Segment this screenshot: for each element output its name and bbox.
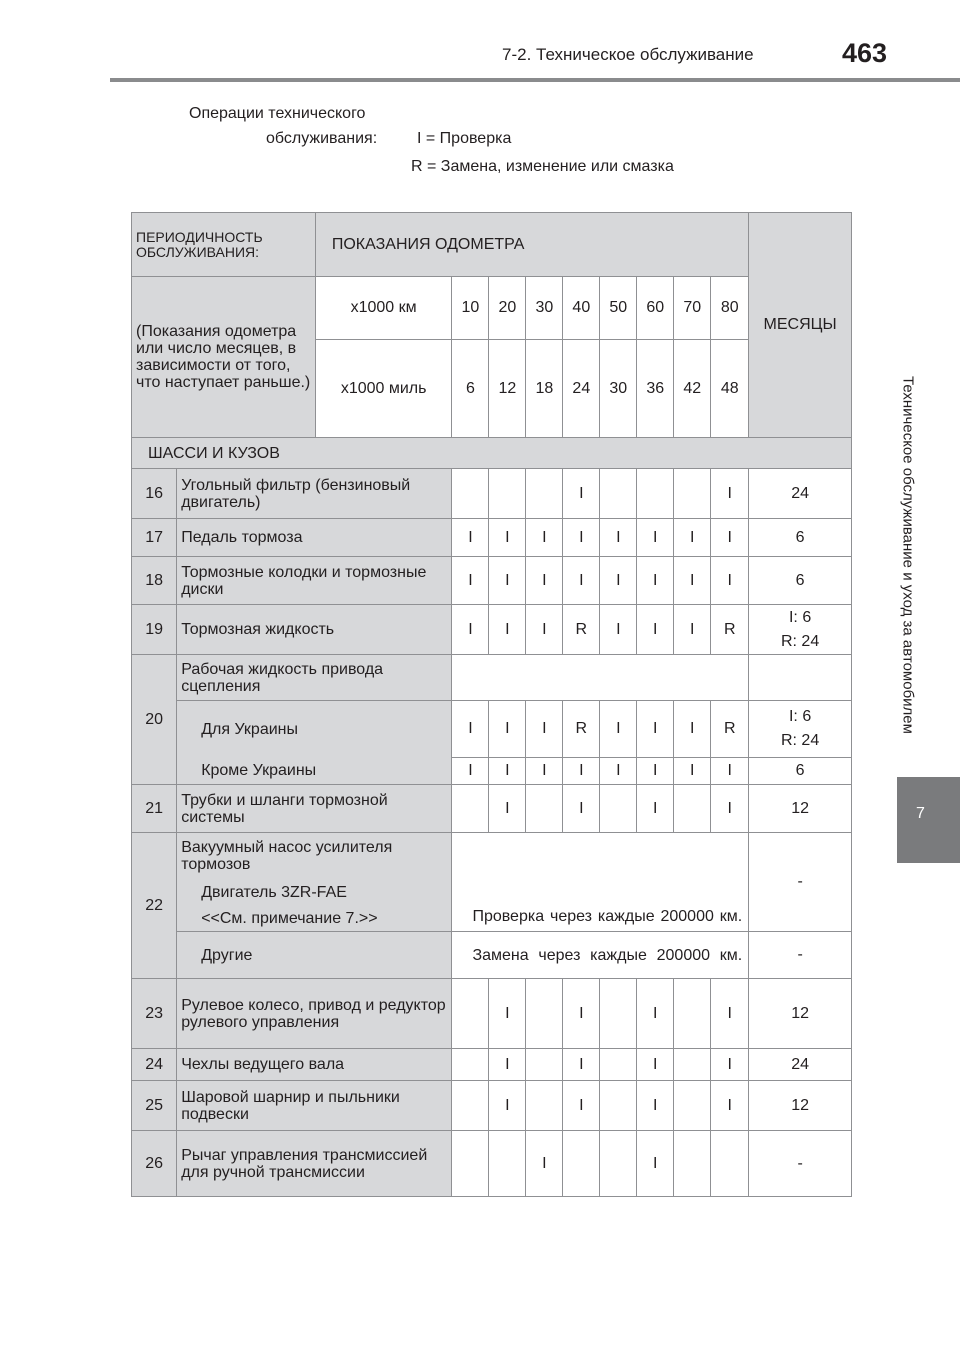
- cell: [526, 979, 563, 1049]
- table-row: [132, 557, 852, 605]
- cell: I: [711, 469, 749, 519]
- mile-value: 12: [489, 340, 526, 438]
- mile-value: 48: [711, 340, 749, 438]
- cell: I: [711, 557, 749, 605]
- cell: I: [711, 1081, 749, 1131]
- row-number: 26: [132, 1131, 177, 1197]
- cell: I: [600, 605, 637, 655]
- mile-value: 18: [526, 340, 563, 438]
- cell: [526, 785, 563, 833]
- page-number: 463: [842, 38, 888, 68]
- cell: [674, 1049, 711, 1081]
- km-value: 50: [600, 277, 637, 340]
- table-row: [132, 785, 852, 833]
- cell: I: [452, 557, 489, 605]
- months-replace: R: 24: [780, 732, 820, 749]
- cell: [711, 1131, 749, 1197]
- cell: I: [489, 785, 526, 833]
- cell: [674, 979, 711, 1049]
- row-item: Чехлы ведущего вала: [177, 1049, 452, 1081]
- odometer-header: ПОКАЗАНИЯ ОДОМЕТРА: [315, 213, 748, 277]
- cell: I: [526, 519, 563, 557]
- cell: I: [489, 1081, 526, 1131]
- cell: I: [489, 701, 526, 758]
- cell: I: [563, 1049, 600, 1081]
- cell: I: [489, 758, 526, 785]
- table-row: [132, 979, 852, 1049]
- cell: [600, 469, 637, 519]
- period-note: (Показания одометра или число месяцев, в зависимости от того, что наступает раньше.): [132, 277, 316, 438]
- legend-line2: обслуживания:: [266, 130, 378, 147]
- row-item: Тормозная жидкость: [177, 605, 452, 655]
- section-title: 7-2. Техническое обслуживание: [502, 45, 754, 64]
- cell: I: [600, 701, 637, 758]
- cell: I: [489, 557, 526, 605]
- cell: I: [526, 557, 563, 605]
- row-number: 24: [132, 1049, 177, 1081]
- section-header: ШАССИ И КУЗОВ: [132, 438, 852, 469]
- row-number: 25: [132, 1081, 177, 1131]
- cell: I: [674, 701, 711, 758]
- cell: [526, 469, 563, 519]
- cell: [452, 785, 489, 833]
- cell: I: [600, 758, 637, 785]
- row-months: 6: [749, 519, 852, 557]
- mile-value: 36: [637, 340, 674, 438]
- km-value: 10: [452, 277, 489, 340]
- blank-cell: [452, 655, 749, 701]
- cell: [526, 1081, 563, 1131]
- cell: I: [563, 519, 600, 557]
- row-item: Тормозные колодки и тормозные диски: [177, 557, 452, 605]
- months-header: МЕСЯЦЫ: [749, 213, 852, 438]
- cell: [489, 1131, 526, 1197]
- cell: I: [711, 758, 749, 785]
- interval-text: Замена через каждые 200000 км.: [452, 932, 749, 979]
- row-item: Рулевое колесо, привод и редуктор рулевого управления: [177, 979, 452, 1049]
- row-subitem: Другие: [177, 932, 452, 979]
- table-row: [132, 758, 852, 785]
- row-months: -: [749, 1131, 852, 1197]
- mile-value: 24: [563, 340, 600, 438]
- cell: I: [637, 1049, 674, 1081]
- maintenance-table: [131, 212, 852, 1197]
- cell: I: [637, 979, 674, 1049]
- km-value: 40: [563, 277, 600, 340]
- cell: I: [489, 605, 526, 655]
- months-inspect: I: 6: [788, 708, 812, 725]
- row-months: 12: [749, 979, 852, 1049]
- row-months: -: [749, 833, 852, 932]
- cell: I: [452, 605, 489, 655]
- cell: [674, 469, 711, 519]
- cell: [600, 785, 637, 833]
- legend-inspect: I = Проверка: [417, 130, 512, 147]
- chapter-number: 7: [916, 805, 925, 822]
- row-subitem: Кроме Украины: [177, 758, 452, 785]
- row-item: Шаровой шарнир и пыльники подвески: [177, 1081, 452, 1131]
- table-row: [132, 1049, 852, 1081]
- cell: I: [637, 557, 674, 605]
- km-value: 30: [526, 277, 563, 340]
- row-item: Вакуумный насос усилителя тормозов: [177, 833, 452, 880]
- row-number: 22: [132, 833, 177, 979]
- blank-cell: [749, 655, 852, 701]
- cell: I: [526, 1131, 563, 1197]
- cell: R: [563, 701, 600, 758]
- row-months: 12: [749, 1081, 852, 1131]
- row-months: -: [749, 932, 852, 979]
- cell: [526, 1049, 563, 1081]
- cell: [489, 469, 526, 519]
- km-label: x1000 км: [315, 277, 452, 340]
- row-number: 16: [132, 469, 177, 519]
- cell: I: [452, 519, 489, 557]
- cell: I: [674, 557, 711, 605]
- table-row: [132, 655, 852, 701]
- table-row: [132, 1131, 852, 1197]
- legend-replace: R = Замена, изменение или смазка: [411, 158, 674, 175]
- cell: [674, 785, 711, 833]
- months-replace: R: 24: [780, 632, 820, 650]
- cell: [637, 469, 674, 519]
- row-months: 24: [749, 469, 852, 519]
- cell: [674, 1131, 711, 1197]
- legend-line1: Операции технического: [189, 105, 366, 122]
- row-months: 6: [749, 758, 852, 785]
- cell: I: [526, 605, 563, 655]
- cell: I: [674, 758, 711, 785]
- km-value: 60: [637, 277, 674, 340]
- cell: R: [563, 605, 600, 655]
- cell: I: [637, 1081, 674, 1131]
- cell: I: [563, 785, 600, 833]
- cell: I: [489, 979, 526, 1049]
- mile-value: 42: [674, 340, 711, 438]
- table-row: [132, 833, 852, 880]
- row-number: 21: [132, 785, 177, 833]
- cell: [600, 1049, 637, 1081]
- cell: R: [711, 701, 749, 758]
- cell: I: [674, 605, 711, 655]
- km-value: 70: [674, 277, 711, 340]
- cell: I: [563, 758, 600, 785]
- cell: I: [526, 701, 563, 758]
- chapter-tab: [897, 777, 960, 863]
- cell: I: [637, 785, 674, 833]
- cell: I: [452, 758, 489, 785]
- row-number: 20: [132, 655, 177, 785]
- cell: I: [600, 519, 637, 557]
- cell: R: [711, 605, 749, 655]
- km-value: 80: [711, 277, 749, 340]
- side-chapter-title: [893, 340, 923, 770]
- row-subitem-note: <<См. примечание 7.>>: [177, 906, 452, 932]
- row-number: 19: [132, 605, 177, 655]
- cell: I: [637, 1131, 674, 1197]
- row-months: 6: [749, 557, 852, 605]
- row-subitem: Для Украины: [177, 701, 452, 758]
- cell: [452, 1081, 489, 1131]
- cell: I: [674, 519, 711, 557]
- mile-value: 30: [600, 340, 637, 438]
- row-number: 18: [132, 557, 177, 605]
- row-months: [749, 605, 852, 655]
- cell: [563, 1131, 600, 1197]
- row-item: Рабочая жидкость привода сцепления: [177, 655, 452, 701]
- mile-label: x1000 миль: [315, 340, 452, 438]
- row-months: 24: [749, 1049, 852, 1081]
- row-months: 12: [749, 785, 852, 833]
- cell: [452, 1049, 489, 1081]
- months-inspect: I: 6: [788, 608, 812, 626]
- cell: I: [489, 519, 526, 557]
- cell: I: [711, 519, 749, 557]
- cell: I: [563, 557, 600, 605]
- interval-text: Проверка через каждые 200000 км.: [452, 833, 749, 932]
- cell: [600, 1081, 637, 1131]
- cell: I: [489, 1049, 526, 1081]
- row-item: Трубки и шланги тормозной системы: [177, 785, 452, 833]
- row-number: 23: [132, 979, 177, 1049]
- cell: I: [711, 1049, 749, 1081]
- row-item: Рычаг управления трансмиссией для ручной трансмиссии: [177, 1131, 452, 1197]
- row-number: 17: [132, 519, 177, 557]
- cell: [452, 1131, 489, 1197]
- side-chapter-title-text: Техническое обслуживание и уход за автомобилем: [899, 376, 917, 734]
- row-months: [749, 701, 852, 758]
- cell: I: [637, 701, 674, 758]
- table-row: [132, 701, 852, 758]
- cell: I: [526, 758, 563, 785]
- table-row: [132, 932, 852, 979]
- cell: I: [563, 979, 600, 1049]
- cell: [600, 979, 637, 1049]
- km-value: 20: [489, 277, 526, 340]
- cell: I: [637, 519, 674, 557]
- table-row: [132, 469, 852, 519]
- mile-value: 6: [452, 340, 489, 438]
- cell: I: [452, 701, 489, 758]
- cell: I: [637, 758, 674, 785]
- table-row: [132, 605, 852, 655]
- cell: I: [600, 557, 637, 605]
- cell: I: [563, 1081, 600, 1131]
- table-row: [132, 519, 852, 557]
- cell: [452, 979, 489, 1049]
- row-item: Угольный фильтр (бензиновый двигатель): [177, 469, 452, 519]
- row-subitem: Двигатель 3ZR-FAE: [177, 880, 452, 906]
- cell: [600, 1131, 637, 1197]
- table-row: [132, 1081, 852, 1131]
- cell: I: [637, 605, 674, 655]
- cell: I: [711, 979, 749, 1049]
- row-item: Педаль тормоза: [177, 519, 452, 557]
- cell: I: [563, 469, 600, 519]
- cell: [452, 469, 489, 519]
- cell: [674, 1081, 711, 1131]
- header-rule: [110, 78, 960, 82]
- periodicity-header: ПЕРИОДИЧНОСТЬ ОБСЛУЖИВАНИЯ:: [132, 213, 316, 277]
- cell: I: [711, 785, 749, 833]
